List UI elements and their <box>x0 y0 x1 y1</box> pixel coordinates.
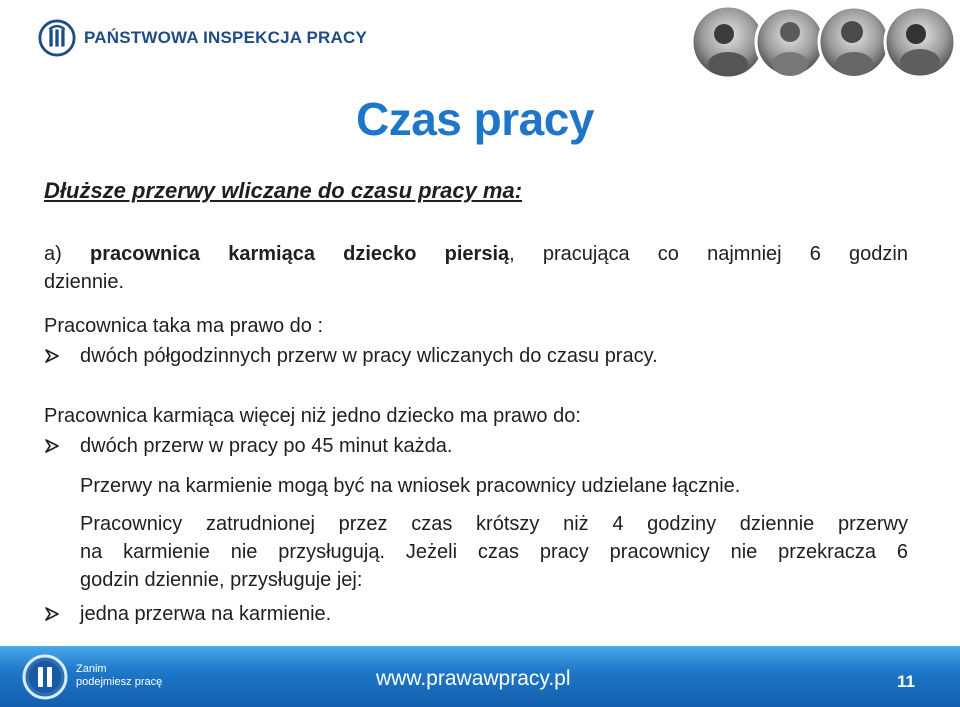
photo-circle-2 <box>756 8 824 76</box>
paragraph-4-line3: godzin dziennie, przysługuje jej: <box>80 569 363 591</box>
page-number: 11 <box>897 672 915 691</box>
paragraph-2: Pracownica karmiąca więcej niż jedno dziecko ma prawo do: <box>44 405 581 427</box>
item-a-rest-text: , pracująca co najmniej 6 godzin <box>509 243 908 265</box>
bullet-2-text: dwóch przerw w pracy po 45 minut każda. <box>80 435 453 457</box>
photo-circle-4 <box>885 7 955 77</box>
slide-footer <box>0 646 960 707</box>
logo-text: PAŃSTWOWA INSPEKCJA PRACY <box>84 28 368 47</box>
pip-emblem-icon <box>38 19 76 57</box>
footer-website-link[interactable]: www.prawawpracy.pl <box>376 667 571 690</box>
arrow-bullet-icon <box>44 438 60 454</box>
bullet-3-text: jedna przerwa na karmienie. <box>80 603 332 625</box>
photo-circle-1 <box>692 6 764 78</box>
item-a-line1 <box>44 240 908 268</box>
slide-title: Czas pracy <box>356 93 594 145</box>
arrow-bullet-icon <box>44 348 60 364</box>
header-photo-strip <box>690 2 958 82</box>
pip-logo <box>38 16 367 60</box>
item-a-line2: dziennie. <box>44 271 125 293</box>
pause-badge-icon <box>22 654 68 700</box>
slide-header <box>0 0 960 90</box>
bullet-1-text: dwóch półgodzinnych przerw w pracy wliczanych do czasu pracy. <box>80 345 658 367</box>
paragraph-4-line1: Pracownicy zatrudnionej przez czas krótszy niż 4 godziny dziennie przerwy <box>80 513 908 535</box>
paragraph-1: Pracownica taka ma prawo do : <box>44 315 324 337</box>
slide-subtitle: Dłuższe przerwy wliczane do czasu pracy ma: <box>44 178 523 203</box>
footer-slogan-line1: Zanim <box>76 663 107 675</box>
paragraph-4-line2: na karmienie nie przysługują. Jeżeli czas pracy pracownicy nie przekracza 6 <box>80 541 908 563</box>
paragraph-3: Przerwy na karmienie mogą być na wniosek pracownicy udzielane łącznie. <box>80 475 741 497</box>
item-a-bold-text: pracownica karmiąca dziecko piersią <box>89 243 510 265</box>
arrow-bullet-icon <box>44 606 60 622</box>
photo-circle-3 <box>819 7 889 77</box>
item-a-marker: a) <box>44 243 62 265</box>
footer-slogan <box>76 663 162 689</box>
footer-slogan-line2: podejmiesz pracę <box>76 676 163 688</box>
